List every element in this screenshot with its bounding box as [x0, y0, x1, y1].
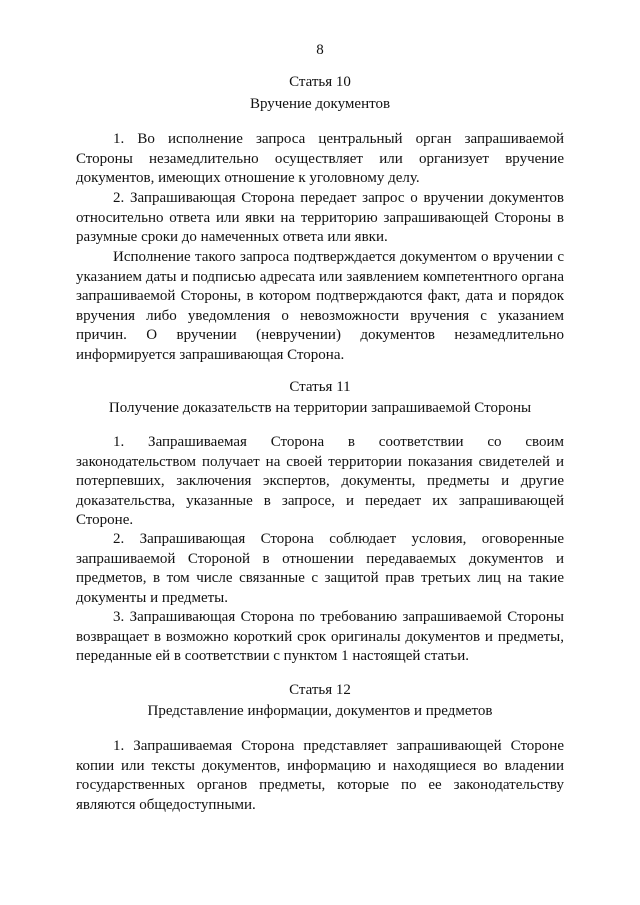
article-12-paragraph-1: 1. Запрашиваемая Сторона представляет запрашивающей Стороне копии или тексты документов, информацию и находящиеся во владении государственных органов предметы, которые по ее законодательству являются общедоступными.: [76, 738, 564, 813]
article-11-number: Статья 11: [289, 379, 351, 395]
article-12-number: Статья 12: [289, 682, 351, 698]
article-11-paragraph-1: 1. Запрашиваемая Сторона в соответствии со своим законодательством получает на своей территории показания свидетелей и потерпевших, заключения экспертов, документы, предметы и другие доказательства, указанные в запросе, и передает их запрашивающей Стороне.: [76, 434, 564, 529]
article-11-paragraph-3: 3. Запрашивающая Сторона по требованию запрашиваемой Стороны возвращает в возможно короткий срок оригиналы документов и предметы, переданные ей в соответствии с пунктом 1 настоящей статьи.: [76, 609, 564, 665]
article-12-title: Представление информации, документов и предметов: [147, 703, 493, 719]
article-10-paragraph-3: Исполнение такого запроса подтверждается документом о вручении с указанием даты и подписью адресата или заявлением компетентного органа запрашиваемой Стороны, в котором подтверждаются факт, дата и порядок вручения либо уведомления о невозможности вручения с указанием причин. О вручении (невручении) документов незамедлительно информируется запрашивающая Сторона.: [76, 249, 564, 363]
article-10-paragraph-2: 2. Запрашивающая Сторона передает запрос о вручении документов относительно ответа или явки на территорию запрашивающей Стороны в разумные сроки до намеченных ответа или явки.: [76, 190, 564, 246]
article-10-title: Вручение документов: [249, 96, 391, 112]
article-11-paragraph-2: 2. Запрашивающая Сторона соблюдает условия, оговоренные запрашиваемой Стороной в отношении передаваемых документов и предметов, в том числе связанные с защитой прав третьих лиц на такие документы и предметы.: [76, 531, 564, 606]
article-10-number: Статья 10: [289, 74, 351, 90]
page-number: 8: [316, 42, 324, 58]
article-11-title: Получение доказательств на территории запрашиваемой Стороны: [108, 400, 532, 416]
article-10-paragraph-1: 1. Во исполнение запроса центральный орган запрашиваемой Стороны незамедлительно осуществляет или организует вручение документов, имеющих отношение к уголовному делу.: [76, 131, 564, 187]
